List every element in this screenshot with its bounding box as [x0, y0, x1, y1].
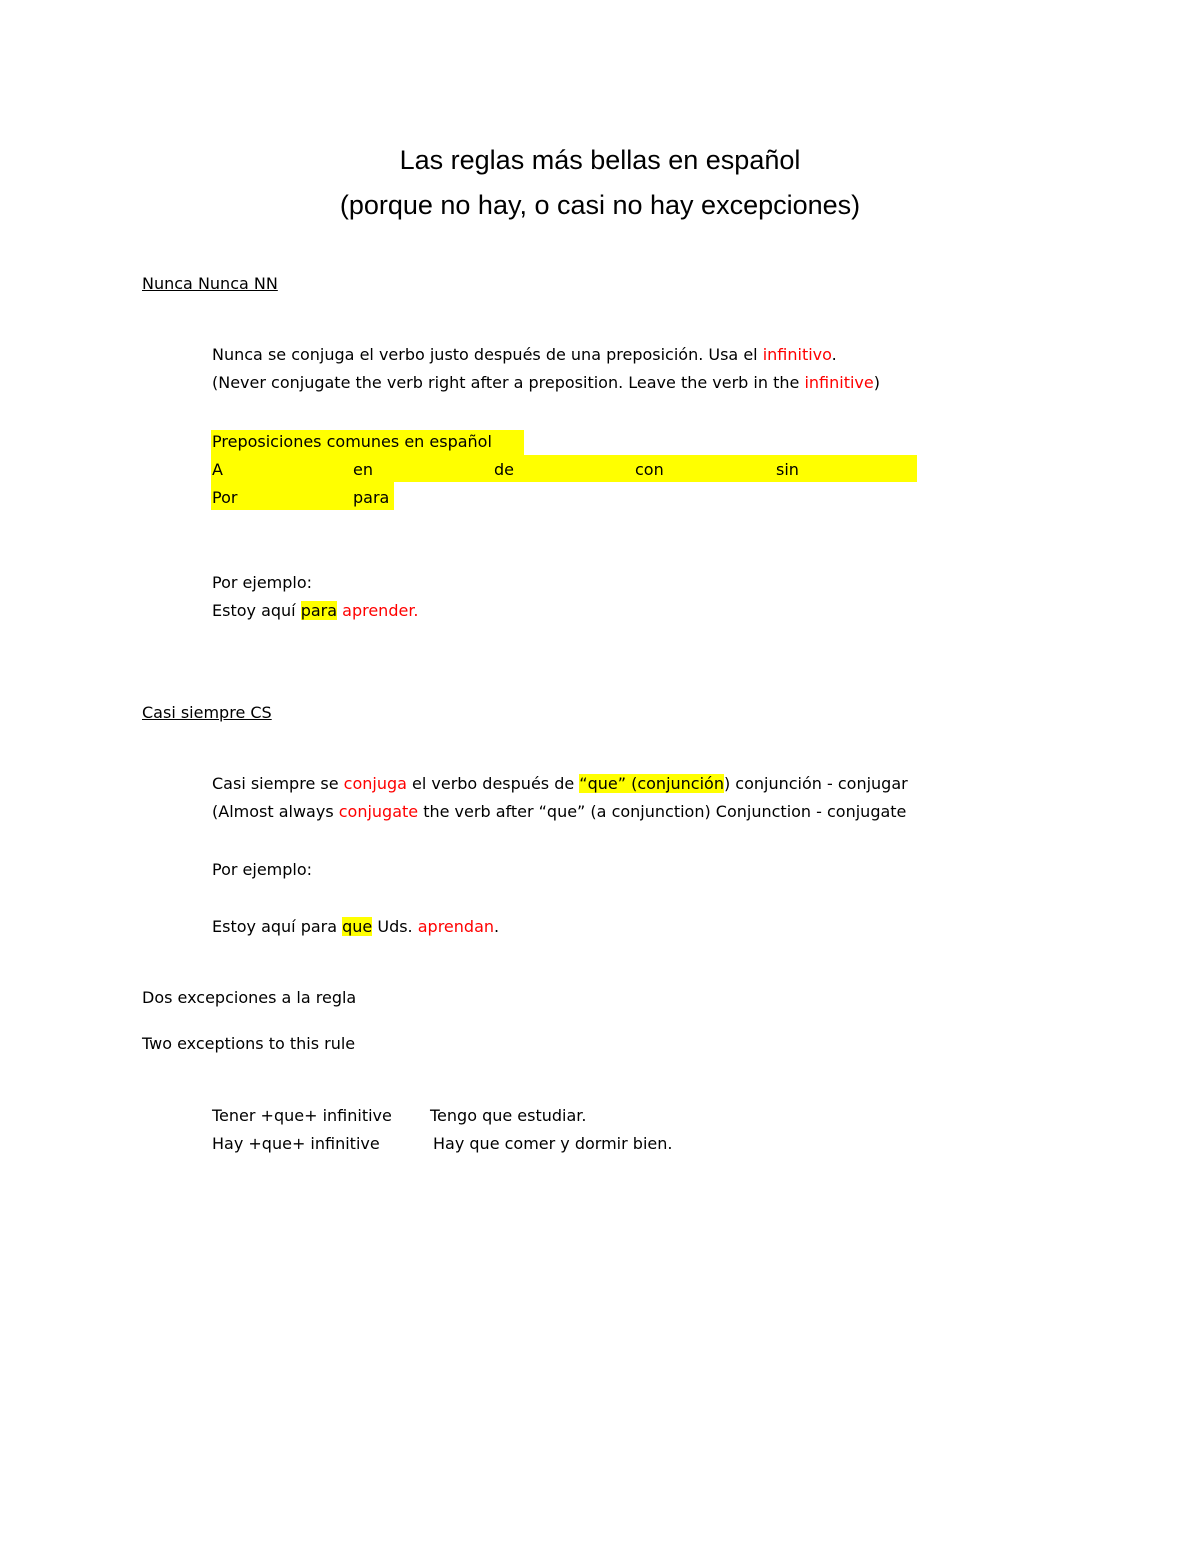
- rule-nunca-spanish: [212, 345, 837, 365]
- highlighted-phrase: “que” (conjunción: [579, 774, 724, 793]
- preposition-sin: sin: [776, 460, 799, 479]
- preposition-en: en: [353, 460, 373, 479]
- rule-text: (Almost always: [212, 802, 339, 821]
- red-keyword: aprender.: [342, 601, 419, 620]
- rule-text: Casi siempre se: [212, 774, 344, 793]
- page-subtitle: (porque no hay, o casi no hay excepciones): [339, 190, 861, 220]
- example-sentence-2: [212, 917, 499, 937]
- exception-formula-tener: Tener +que+ infinitive: [212, 1106, 392, 1125]
- rule-text-end: .: [831, 345, 837, 364]
- highlight-bar-row1: [211, 455, 917, 482]
- preposition-por: Por: [212, 488, 238, 507]
- rule-nunca-english: [212, 373, 880, 393]
- example-label-2: Por ejemplo:: [212, 860, 313, 879]
- rule-text: el verbo después de: [406, 774, 580, 793]
- rule-cs-english: [212, 802, 906, 822]
- exception-formula-hay: Hay +que+ infinitive: [212, 1134, 380, 1153]
- prepositions-header: Preposiciones comunes en español: [212, 432, 492, 451]
- page-title: Las reglas más bellas en español: [399, 145, 801, 175]
- rule-text-end: ) conjunción - conjugar: [723, 774, 908, 793]
- red-keyword: conjugate: [338, 802, 419, 821]
- example-text: Estoy aquí para: [212, 917, 343, 936]
- exceptions-heading-english: Two exceptions to this rule: [142, 1034, 356, 1053]
- preposition-a: A: [212, 460, 223, 479]
- rule-text-end: ): [873, 373, 880, 392]
- exception-example-tener: Tengo que estudiar.: [430, 1106, 587, 1125]
- rule-text: (Never conjugate the verb right after a preposition. Leave the verb in the: [212, 373, 805, 392]
- highlighted-word: para: [300, 601, 338, 620]
- red-keyword: infinitive: [804, 373, 874, 392]
- red-keyword: conjuga: [343, 774, 407, 793]
- example-text: Estoy aquí: [212, 601, 301, 620]
- exception-example-hay: Hay que comer y dormir bien.: [433, 1134, 673, 1153]
- section-heading-nunca: Nunca Nunca NN: [142, 274, 278, 293]
- exceptions-heading-spanish: Dos excepciones a la regla: [142, 988, 357, 1007]
- red-keyword: aprendan: [417, 917, 495, 936]
- preposition-para: para: [353, 488, 390, 507]
- rule-text-end: the verb after “que” (a conjunction) Conjunction - conjugate: [418, 802, 907, 821]
- preposition-de: de: [494, 460, 514, 479]
- section-heading-casi-siempre: Casi siempre CS: [142, 703, 272, 722]
- red-keyword: infinitivo: [762, 345, 832, 364]
- highlighted-word: que: [342, 917, 373, 936]
- rule-text: Nunca se conjuga el verbo justo después de una preposición. Usa el: [212, 345, 763, 364]
- preposition-con: con: [635, 460, 664, 479]
- rule-cs-spanish: [212, 774, 908, 794]
- example-sentence-1: [212, 601, 419, 621]
- example-label-1: Por ejemplo:: [212, 573, 313, 592]
- example-text: Uds.: [372, 917, 418, 936]
- example-text-end: .: [494, 917, 500, 936]
